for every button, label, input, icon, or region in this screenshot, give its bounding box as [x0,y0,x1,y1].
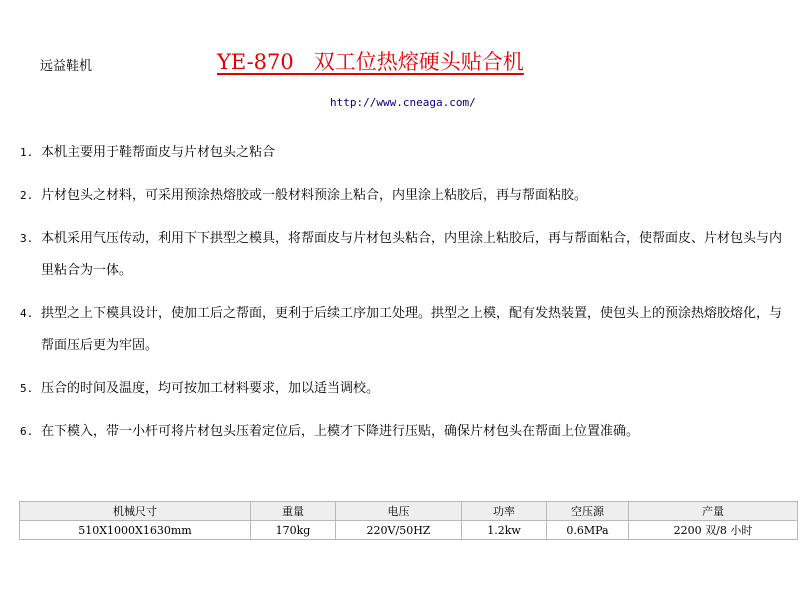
spec-value-air-pressure: 0.6MPa [547,521,629,540]
spec-value-size: 510X1000X1630mm [20,521,251,540]
website-url[interactable]: http://www.cneaga.com/ [330,96,476,109]
list-text: 片材包头之材料，可采用预涂热熔胶或一般材料预涂上粘合，内里涂上粘胶后，再与帮面粘胶。 [41,188,588,203]
spec-value-voltage: 220V/50HZ [336,521,462,540]
list-number: 2. [20,189,34,202]
list-text: 本机主要用于鞋帮面皮与片材包头之粘合 [41,145,276,160]
list-number: 3. [20,232,34,245]
spec-value-output: 2200 双/8 小时 [629,521,798,540]
spec-header-size: 机械尺寸 [20,502,251,521]
list-item [20,137,785,169]
spec-value-power: 1.2kw [462,521,547,540]
spec-header-power: 功率 [462,502,547,521]
brand-name: 远益鞋机 [40,59,93,74]
spec-header-output: 产量 [629,502,798,521]
spec-header-row [20,502,798,521]
list-text: 拱型之上下模具设计，使加工后之帮面，更利于后续工序加工处理。拱型之上模，配有发热装置，使包头上的预涂热熔胶熔化，与帮面压后更为牢固。 [41,306,783,353]
list-number: 1. [20,146,34,159]
list-item [20,416,785,448]
list-number: 4. [20,307,34,320]
list-text: 本机采用气压传动，利用下下拱型之模具，将帮面皮与片材包头粘合，内里涂上粘胶后，再与帮面粘合，使帮面皮、片材包头与内里粘合为一体。 [41,231,783,278]
list-item [20,373,785,405]
spec-table [19,501,798,540]
list-number: 6. [20,425,34,438]
spec-header-voltage: 电压 [336,502,462,521]
spec-value-weight: 170kg [251,521,336,540]
spec-value-row [20,521,798,540]
list-text: 压合的时间及温度，均可按加工材料要求，加以适当调校。 [41,381,380,396]
spec-header-air-pressure: 空压源 [547,502,629,521]
page-title: YE-870 双工位热熔硬头贴合机 [217,50,524,74]
list-item [20,180,785,212]
list-item [20,223,785,287]
list-text: 在下模入，带一小杆可将片材包头压着定位后，上模才下降进行压贴，确保片材包头在帮面上位置准确。 [41,424,640,439]
list-number: 5. [20,382,34,395]
feature-list [20,137,785,459]
spec-header-weight: 重量 [251,502,336,521]
list-item [20,298,785,362]
